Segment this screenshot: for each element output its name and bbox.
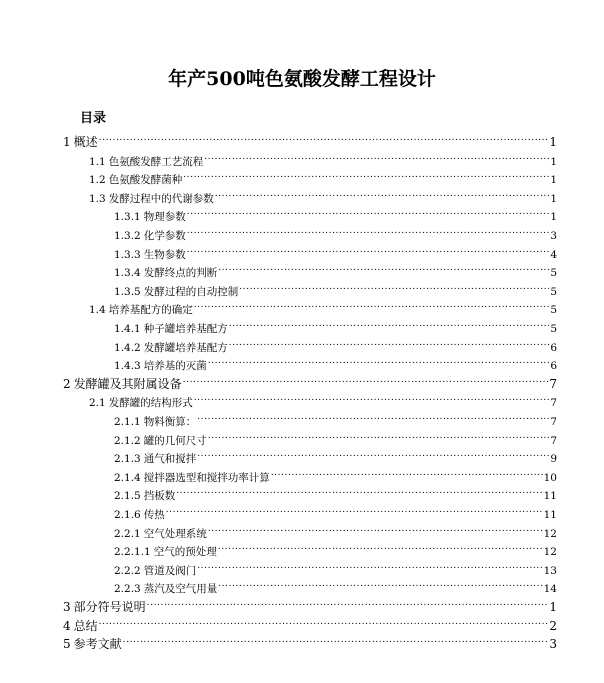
toc-entry-title: 物理参数 xyxy=(143,211,186,224)
toc-entry[interactable] xyxy=(89,165,557,187)
toc-entry-page: 7 xyxy=(549,376,557,391)
dot-leader xyxy=(99,612,549,630)
toc-entry-number: 1.4.2 xyxy=(114,341,141,354)
toc-entry[interactable] xyxy=(63,612,557,633)
toc-entry-page: 12 xyxy=(543,546,557,559)
toc-entry[interactable] xyxy=(89,147,557,168)
toc-entry-number: 1.3.2 xyxy=(114,230,141,242)
toc-entry-title: 物料衡算： xyxy=(143,416,197,428)
toc-entry-number: 1.1 xyxy=(89,155,106,168)
dot-leader xyxy=(204,147,549,165)
toc-entry-page: 5 xyxy=(550,304,557,317)
dot-leader xyxy=(176,481,542,499)
toc-entry[interactable] xyxy=(114,463,557,484)
toc-entry-number: 2.1.1 xyxy=(114,416,141,428)
toc-entry-number: 2.1.5 xyxy=(114,490,141,503)
dot-leader xyxy=(147,593,549,611)
toc-entry-number: 2.2.3 xyxy=(114,583,141,596)
toc-entry[interactable] xyxy=(114,574,557,596)
dot-leader xyxy=(187,221,550,239)
toc-entry[interactable] xyxy=(114,537,557,559)
toc-entry-page: 2 xyxy=(549,618,557,633)
toc-entry-number: 2.1.6 xyxy=(114,509,141,521)
toc-entry-page: 9 xyxy=(550,453,557,466)
toc-entry-number: 1 xyxy=(63,135,71,149)
toc-entry-title: 种子罐培养基配方 xyxy=(143,323,228,335)
toc-entry[interactable] xyxy=(114,258,557,280)
toc-heading: 目录 xyxy=(80,111,107,126)
toc-entry-page: 3 xyxy=(550,230,557,242)
toc-entry[interactable] xyxy=(89,295,557,317)
dot-leader xyxy=(197,407,549,425)
toc-entry[interactable] xyxy=(63,630,557,652)
toc-entry[interactable] xyxy=(114,481,557,503)
toc-entry-title: 管道及阀门 xyxy=(143,564,197,577)
toc-entry-page: 11 xyxy=(543,490,557,503)
dot-leader xyxy=(123,630,549,648)
toc-entry[interactable] xyxy=(114,277,557,298)
toc-entry-page: 1 xyxy=(550,174,557,187)
toc-entry-number: 2.1.2 xyxy=(114,434,141,447)
dot-leader xyxy=(215,184,550,202)
toc-entry-number: 2.2.1.1 xyxy=(114,546,151,559)
toc-entry-title: 发酵过程的自动控制 xyxy=(143,285,239,298)
dot-leader xyxy=(187,240,550,258)
toc-entry[interactable] xyxy=(114,333,557,354)
toc-entry-title: 培养基的灭菌 xyxy=(143,360,207,373)
toc-entry[interactable] xyxy=(114,500,557,521)
dot-leader xyxy=(218,258,549,276)
toc-entry-title: 通气和搅拌 xyxy=(143,453,197,466)
toc-entry[interactable] xyxy=(63,593,557,614)
dot-leader xyxy=(208,426,550,444)
toc-entry-page: 5 xyxy=(550,285,557,298)
dot-leader xyxy=(271,463,543,481)
toc-entry-number: 2.2.1 xyxy=(114,527,141,540)
toc-entry-title: 培养基配方的确定 xyxy=(108,304,193,317)
toc-entry-page: 4 xyxy=(550,248,557,261)
toc-entry-title: 概述 xyxy=(73,135,98,149)
dot-leader xyxy=(183,370,549,388)
toc-entry-page: 5 xyxy=(550,323,557,335)
toc-entry-page: 6 xyxy=(550,360,557,373)
toc-entry-title: 发酵罐的结构形式 xyxy=(108,397,193,410)
toc-entry-number: 2 xyxy=(63,376,71,391)
toc-entry[interactable] xyxy=(114,519,557,540)
toc-entry-page: 7 xyxy=(550,416,557,428)
dot-leader xyxy=(183,165,549,183)
toc-entry-title: 空气处理系统 xyxy=(143,527,207,540)
document-title: 年产500吨色氨酸发酵工程设计 xyxy=(168,68,436,90)
toc-entry-page: 1 xyxy=(549,135,557,149)
toc-entry-number: 5 xyxy=(63,637,71,652)
toc-entry-title: 生物参数 xyxy=(143,248,186,261)
toc-entry[interactable] xyxy=(63,370,557,391)
toc-entry-title: 挡板数 xyxy=(143,490,176,503)
toc-entry[interactable] xyxy=(89,184,557,205)
toc-entry[interactable] xyxy=(114,407,557,428)
toc-entry-number: 1.4.3 xyxy=(114,360,141,373)
toc-entry-number: 1.3.3 xyxy=(114,248,141,261)
dot-leader xyxy=(99,128,549,146)
dot-leader xyxy=(194,388,550,406)
dot-leader xyxy=(166,500,543,518)
toc-entry-title: 色氨酸发酵菌种 xyxy=(108,174,183,187)
toc-entry-page: 1 xyxy=(549,600,557,614)
toc-entry-page: 11 xyxy=(543,509,557,521)
dot-leader xyxy=(218,574,542,592)
toc-entry[interactable] xyxy=(114,202,557,224)
toc-entry-title: 空气的预处理 xyxy=(153,546,217,559)
toc-entry-number: 1.3.5 xyxy=(114,285,141,298)
toc-entry-title: 搅拌器选型和搅拌功率计算 xyxy=(143,471,270,484)
dot-leader xyxy=(194,295,550,313)
toc-entry-title: 发酵终点的判断 xyxy=(143,267,218,280)
toc-entry-page: 14 xyxy=(543,583,557,596)
dot-leader xyxy=(208,519,543,537)
toc-entry[interactable] xyxy=(114,556,557,577)
toc-entry-page: 6 xyxy=(550,341,557,354)
toc-entry-title: 化学参数 xyxy=(143,230,186,242)
toc-entry-number: 2.1.4 xyxy=(114,471,141,484)
toc-entry-page: 1 xyxy=(550,192,557,205)
toc-entry[interactable] xyxy=(114,426,557,447)
toc-entry[interactable] xyxy=(89,388,557,410)
dot-leader xyxy=(218,537,543,555)
dot-leader xyxy=(229,333,550,351)
toc-entry-number: 1.3.4 xyxy=(114,267,141,280)
toc-entry-page: 3 xyxy=(549,637,557,652)
toc-entry-number: 1.2 xyxy=(89,174,106,187)
dot-leader xyxy=(197,556,542,574)
toc-entry-number: 1.4 xyxy=(89,304,106,317)
toc-entry-number: 2.2.2 xyxy=(114,564,141,577)
toc-entry-title: 罐的几何尺寸 xyxy=(143,434,207,447)
toc-entry-title: 参考文献 xyxy=(73,637,122,652)
toc-entry-number: 1.3 xyxy=(89,192,106,205)
toc-entry[interactable] xyxy=(63,128,557,149)
toc-entry-number: 4 xyxy=(63,618,71,633)
toc-entry-title: 传热 xyxy=(143,509,165,521)
toc-entry-number: 1.3.1 xyxy=(114,211,141,224)
toc-entry-title: 部分符号说明 xyxy=(73,600,146,614)
dot-leader xyxy=(187,202,550,220)
dot-leader xyxy=(229,314,550,332)
toc-entry-page: 7 xyxy=(550,434,557,447)
toc-entry-page: 10 xyxy=(543,471,557,484)
toc-entry-number: 2.1.3 xyxy=(114,453,141,466)
toc-entry-title: 色氨酸发酵工艺流程 xyxy=(108,155,204,168)
toc-entry-title: 总结 xyxy=(73,618,98,633)
toc-entry-title: 发酵罐培养基配方 xyxy=(143,341,228,354)
toc-entry-number: 2.1 xyxy=(89,397,106,410)
toc-entry-page: 13 xyxy=(543,564,557,577)
toc-entry-page: 5 xyxy=(550,267,557,280)
dot-leader xyxy=(197,444,549,462)
toc-entry[interactable] xyxy=(114,444,557,466)
toc-entry-page: 12 xyxy=(543,527,557,540)
toc-entry-page: 1 xyxy=(550,211,557,224)
toc-entry-number: 3 xyxy=(63,600,71,614)
toc-entry-title: 发酵过程中的代谢参数 xyxy=(108,192,214,205)
toc-entry[interactable] xyxy=(114,351,557,373)
toc-entry-title: 发酵罐及其附属设备 xyxy=(73,376,182,391)
toc-entry[interactable] xyxy=(114,240,557,261)
toc-entry-number: 1.4.1 xyxy=(114,323,141,335)
dot-leader xyxy=(239,277,549,295)
toc-entry[interactable] xyxy=(114,314,557,335)
toc-entry[interactable] xyxy=(114,221,557,242)
toc-entry-title: 蒸汽及空气用量 xyxy=(143,583,218,596)
toc-entry-page: 7 xyxy=(550,397,557,410)
dot-leader xyxy=(208,351,550,369)
toc-entry-page: 1 xyxy=(550,155,557,168)
